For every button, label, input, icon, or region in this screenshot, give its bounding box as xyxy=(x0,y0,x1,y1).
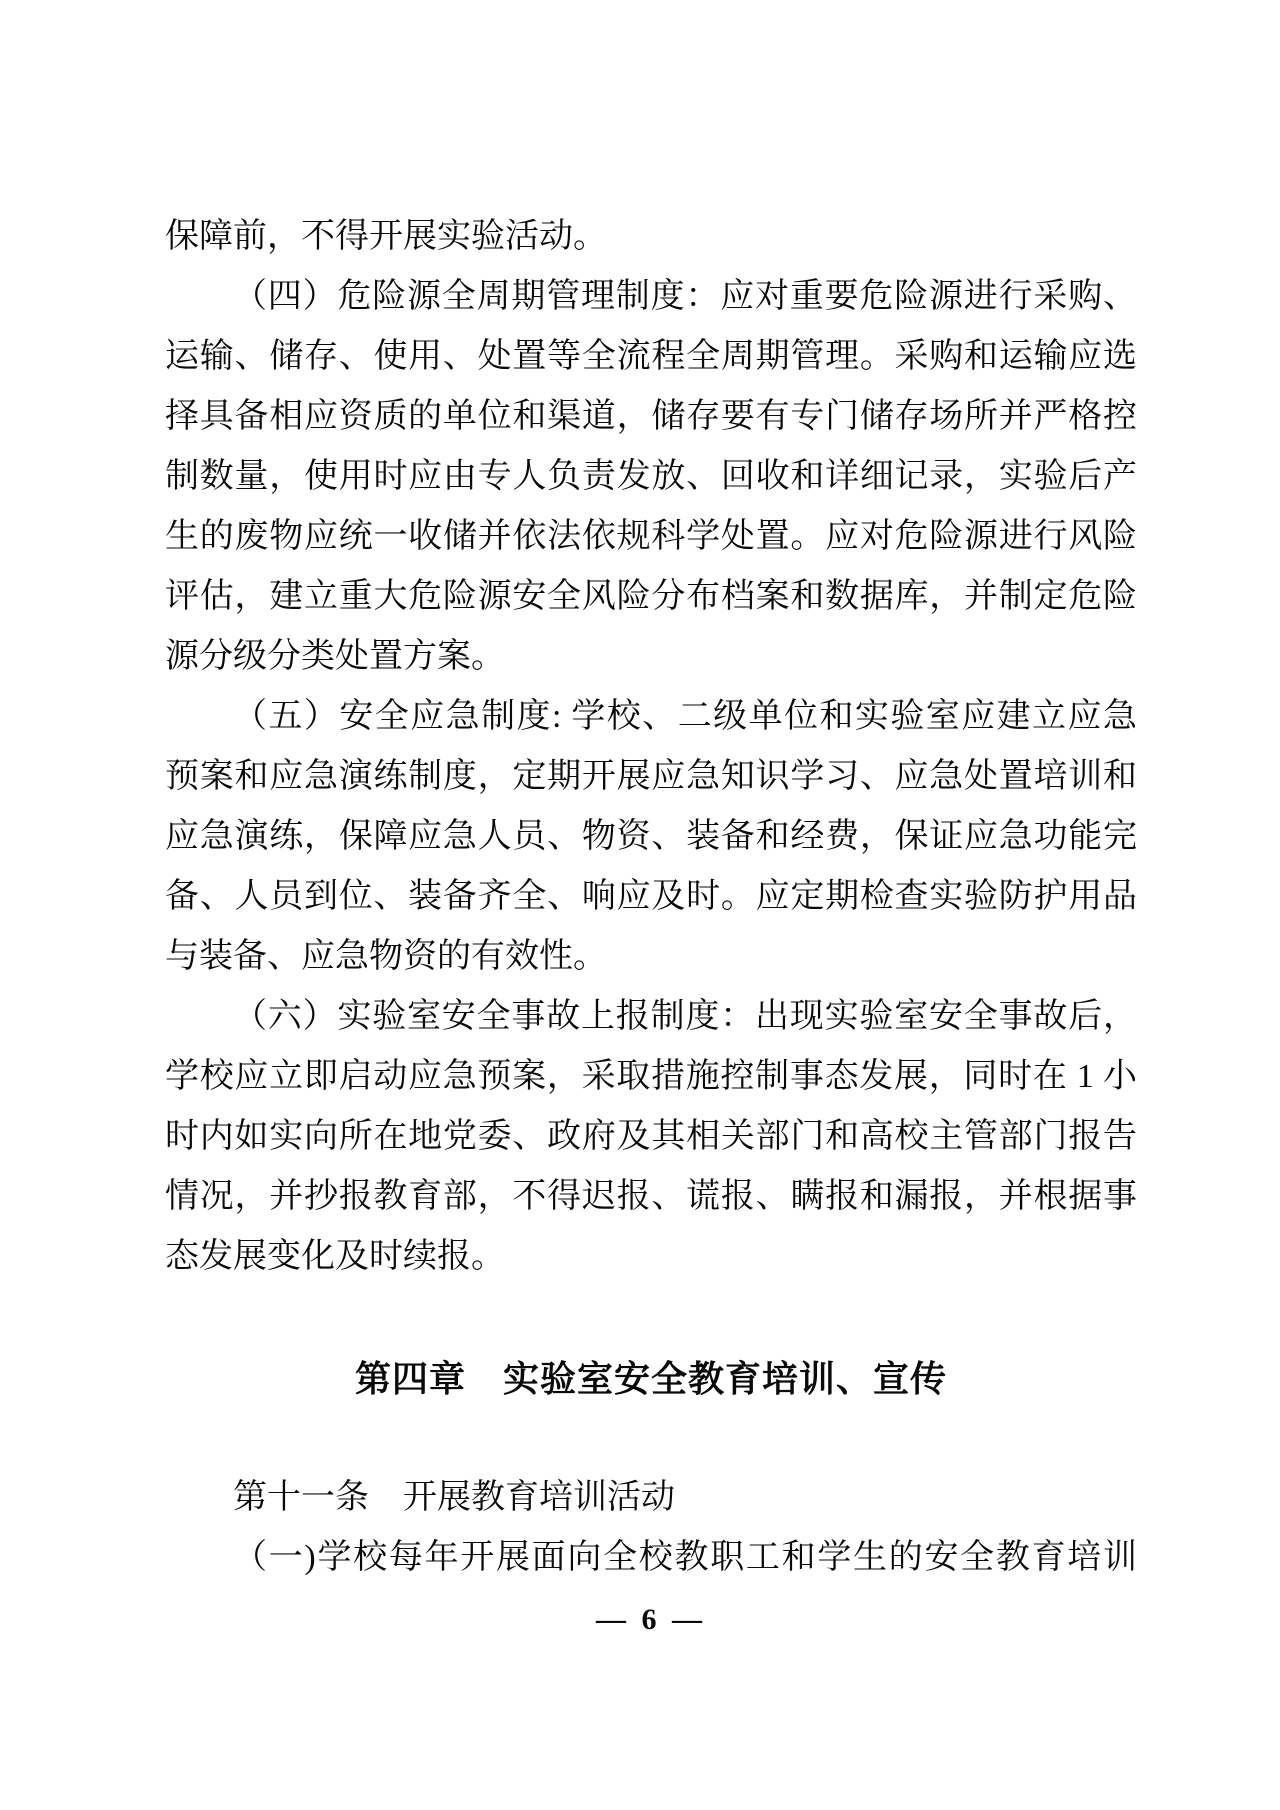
text-line: 保障前，不得开展实验活动。 xyxy=(165,218,607,255)
text-line: 制数量，使用时应由专人负责发放、回收和详细记录，实验后产 xyxy=(165,458,1137,495)
text-line: 应急演练，保障应急人员、物资、装备和经费，保证应急功能完 xyxy=(165,818,1137,855)
page-number: — 6 — xyxy=(596,1603,706,1636)
text-line: 运输、储存、使用、处置等全流程全周期管理。采购和运输应选 xyxy=(165,338,1137,375)
text-line: 与装备、应急物资的有效性。 xyxy=(165,938,607,975)
text-line: 态发展变化及时续报。 xyxy=(165,1238,505,1275)
text-line: 情况，并抄报教育部，不得迟报、谎报、瞒报和漏报，并根据事 xyxy=(165,1178,1137,1215)
text-line: 备、人员到位、装备齐全、响应及时。应定期检查实验防护用品 xyxy=(165,878,1137,915)
text-line: 源分级分类处置方案。 xyxy=(165,638,505,675)
text-line: （五）安全应急制度: 学校、二级单位和实验室应建立应急 xyxy=(233,698,1137,735)
text-line: 预案和应急演练制度，定期开展应急知识学习、应急处置培训和 xyxy=(165,758,1137,795)
text-line: （一)学校每年开展面向全校教职工和学生的安全教育培训 xyxy=(233,1539,1137,1576)
text-line: （四）危险源全周期管理制度：应对重要危险源进行采购、 xyxy=(233,278,1137,315)
article-heading: 第十一条 开展教育培训活动 xyxy=(233,1479,675,1516)
text-line: 学校应立即启动应急预案，采取措施控制事态发展，同时在 1 小 xyxy=(165,1058,1137,1095)
text-line: 时内如实向所在地党委、政府及其相关部门和高校主管部门报告 xyxy=(165,1118,1137,1155)
chapter-heading: 第四章 实验室安全教育培训、宣传 xyxy=(354,1358,947,1399)
text-line: 评估，建立重大危险源安全风险分布档案和数据库，并制定危险 xyxy=(165,578,1137,615)
text-line: 生的废物应统一收储并依法依规科学处置。应对危险源进行风险 xyxy=(165,518,1137,555)
text-line: （六）实验室安全事故上报制度：出现实验室安全事故后， xyxy=(233,998,1137,1035)
text-line: 择具备相应资质的单位和渠道，储存要有专门储存场所并严格控 xyxy=(165,398,1137,435)
document-body xyxy=(165,207,1137,1642)
